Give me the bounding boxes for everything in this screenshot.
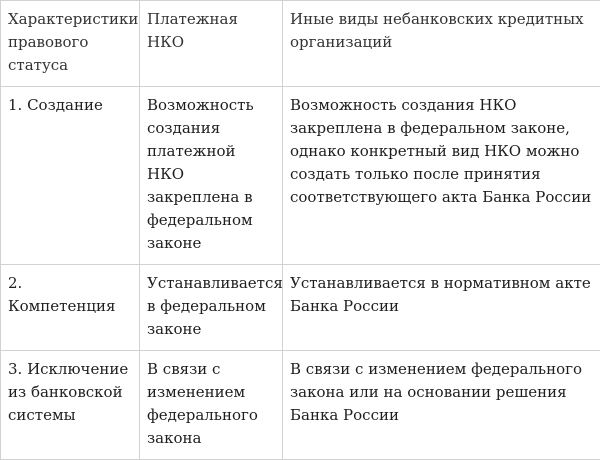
header-characteristics: Характеристики правового статуса [1, 1, 140, 87]
cell-payment-nko: Возможность создания платежной НКО закреплена в федеральном законе [140, 87, 283, 265]
cell-other-nko: Устанавливается в нормативном акте Банка России [283, 265, 600, 351]
cell-other-nko: В связи с изменением федерального закона или на основании решения Банка России [283, 351, 600, 460]
header-payment-nko: Платежная НКО [140, 1, 283, 87]
table-row [1, 265, 600, 351]
table-header-row [1, 1, 600, 87]
cell-characteristic: 2. Компетенция [1, 265, 140, 351]
cell-payment-nko: В связи с изменением федерального закона [140, 351, 283, 460]
table-row [1, 87, 600, 265]
cell-characteristic: 3. Исключение из банковской системы [1, 351, 140, 460]
cell-other-nko: Возможность создания НКО закреплена в федеральном законе, однако конкретный вид НКО можно создать только после принятия соответствующего акта Банка России [283, 87, 600, 265]
cell-characteristic: 1. Создание [1, 87, 140, 265]
cell-payment-nko: Устанавливается в федеральном законе [140, 265, 283, 351]
table-row [1, 351, 600, 460]
header-other-nko: Иные виды небанковских кредитных организаций [283, 1, 600, 87]
